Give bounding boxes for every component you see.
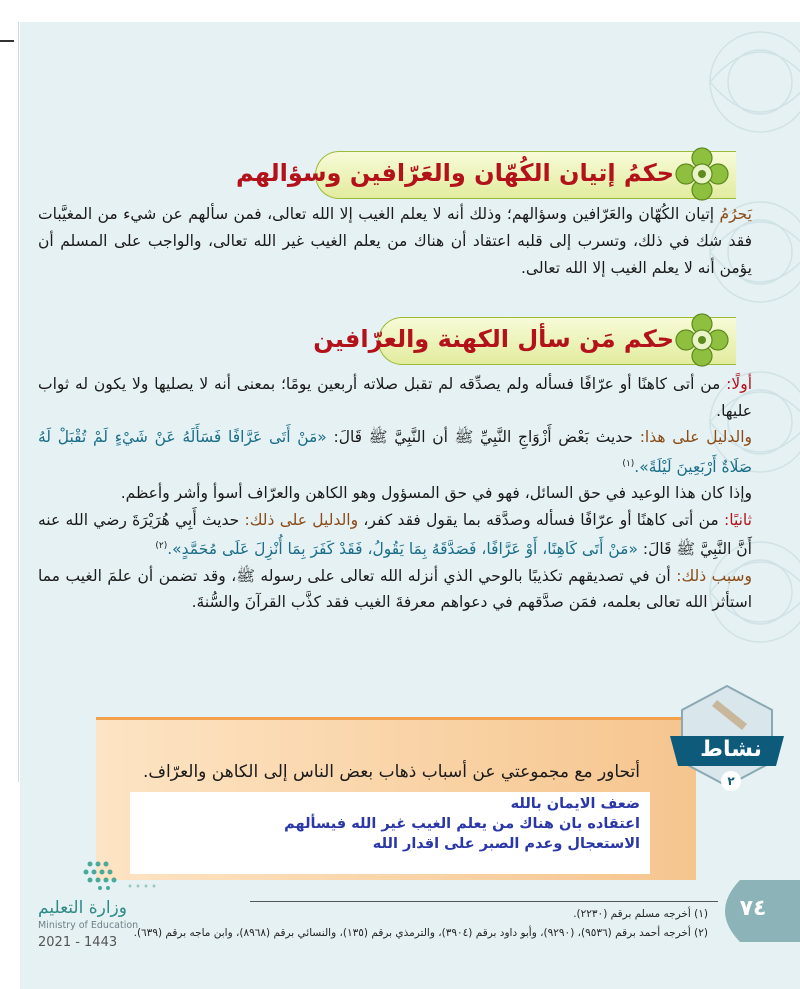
evidence1-label: والدليل على هذا: [639, 428, 752, 446]
answer-line: الاستعجال وعدم الصبر على اقدار الله [372, 836, 640, 852]
ministry-name-en: Ministry of Education [38, 920, 139, 931]
section2-body [38, 371, 752, 616]
activity-badge-number: ٢ [721, 771, 741, 791]
section1-banner [236, 151, 736, 199]
flower-icon [674, 146, 730, 202]
ministry-name-ar: وزارة التعليم [38, 898, 127, 918]
evidence2-hadith: «مَنْ أَتَى كَاهِنًا، أَوْ عَرَّافًا، فَصَدَّقَهُ بِمَا يَقُولُ، فَقَدْ كَفَرَ بِمَا أُنْزِلَ عَلَى مُحَمَّدٍ». [167, 540, 638, 559]
section2-title: حكم مَن سأل الكهنة والعرّافين [313, 325, 674, 353]
ministry-logo-icon [60, 856, 210, 896]
footnote-divider [250, 901, 718, 902]
flower-icon [674, 312, 730, 368]
ministry-year: 2021 - 1443 [38, 935, 118, 950]
page-edge-line [18, 22, 19, 782]
footnote-1: (١) أخرجه مسلم برقم (٢٢٣٠). [573, 908, 708, 920]
section1-paragraph [38, 201, 752, 282]
second-label: ثانيًا: [724, 510, 752, 529]
answer-line: اعتقاده بان هناك من يعلم الغيب غير الله فيسألهم [284, 816, 640, 832]
first-label: أولًا: [726, 375, 752, 393]
answer-line: ضعف الايمان بالله [510, 796, 640, 812]
footnote-2: (٢) أخرجه أحمد برقم (٩٥٣٦)، (٩٢٩٠)، وأبو داود برقم (٣٩٠٤)، والترمذي برقم (١٣٥)، والنسائي برقم (٨٩٦٨)، وابن ماجه برقم (٦٣٩). [133, 927, 708, 939]
section2-banner [313, 317, 736, 365]
footnote-ref-2: (٢) [155, 541, 168, 552]
activity-prompt: أتحاور مع مجموعتي عن أسباب ذهاب بعض الناس إلى الكاهن والعرّاف. [142, 762, 640, 782]
page-edge-mark [0, 40, 14, 42]
section1-text: إتيان الكُهّان والعَرّافين وسؤالهم؛ وذلك أنه لا يعلم الغيب إلا الله تعالى، فمن سألهم عن شيء من المغيَّبات فقد شك في ذلك، وتسرب إلى قلبه اعتقاد أن هناك من يعلم الغيب غير الله تعالى، والواجب على المسلم أن يؤمن أنه لا يعلم الغيب إلا الله تعالى. [38, 205, 752, 277]
section1-title: حكمُ إتيان الكُهّان والعَرّافين وسؤالهم [236, 159, 674, 187]
activity-badge-label: نشاط [700, 737, 762, 762]
section1-lead: يَحرُمُ [719, 205, 752, 223]
evidence2-text: حديث أَبِي هُرَيْرَةَ رضي الله عنه أَنَّ النَّبِيَّ ﷺ قَالَ: [38, 510, 752, 559]
first-text: من أتى كاهنًا أو عرّافًا فسأله ولم يصدِّقه لم تقبل صلاته أربعين يومًا؛ بمعنى أنه لا يصليها ولا يكون له ثواب عليها. [38, 375, 752, 420]
evidence1-text: حديث بَعْض أَزْوَاجِ النَّبِيِّ ﷺ أن النَّبِيَّ ﷺ قَالَ: [326, 428, 640, 446]
page-number: ٧٤ [739, 896, 767, 921]
evidence1-hadith: «مَنْ أَتَى عَرَّافًا فَسَأَلَهُ عَنْ شَيْءٍ لَمْ تُقْبَلْ لَهُ صَلَاةٌ أَرْبَعِينَ لَيْلَةً». [38, 428, 752, 476]
reason-text: أن في تصديقهم تكذيبًا بالوحي الذي أنزله الله تعالى على رسوله ﷺ، وقد تضمن أن علمَ الغيب مما استأثر الله تعالى بعلمه، فمَن صدَّقهم في دعواهم معرفةَ الغيب فقد كذَّب القرآنَ والسُّنةَ. [38, 566, 752, 612]
second-text: من أتى كاهنًا أو عرّافًا فسأله وصدَّقه بما يقول فقد كفر، [358, 510, 724, 529]
reason-label: وسبب ذلك: [676, 566, 752, 585]
evidence2-label: والدليل على ذلك: [244, 510, 359, 529]
footnote-ref-1: (١) [622, 458, 635, 469]
section2-note: وإذا كان هذا الوعيد في حق السائل، فهو في حق المسؤول وهو الكاهن والعرّاف أسوأ وأشر وأعظم. [120, 484, 752, 503]
